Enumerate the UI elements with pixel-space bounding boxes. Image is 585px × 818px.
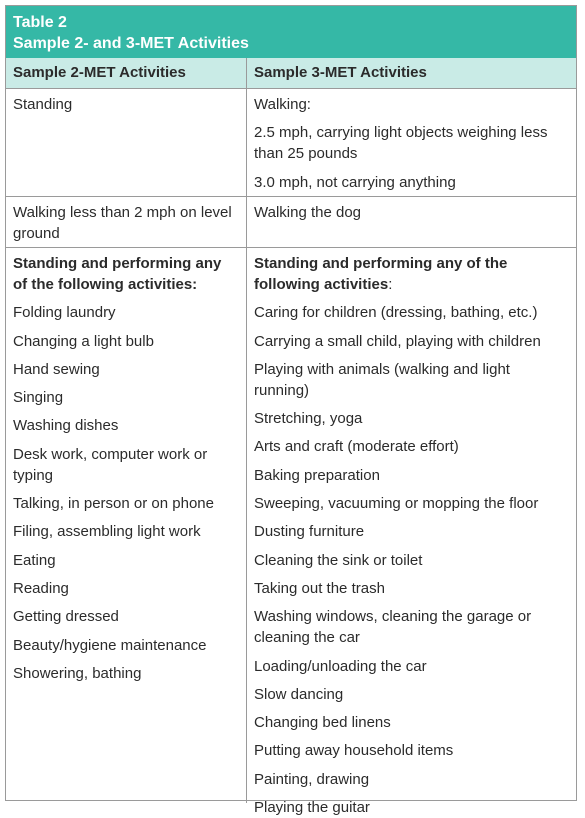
row1-right-cell (247, 89, 576, 196)
list-item: Showering, bathing (13, 664, 142, 682)
list-item: Getting dressed (13, 608, 119, 626)
list-item: Arts and craft (moderate effort) (254, 438, 459, 456)
header-2-met: Sample 2-MET Activities (6, 58, 247, 88)
list-item: Standing (13, 96, 73, 113)
list-item: Cleaning the sink or toilet (254, 551, 423, 569)
list-item: Playing with animals (walking and light running) (254, 360, 510, 399)
list-item: Walking less than 2 mph on level ground (13, 204, 232, 242)
right-group-heading-text: Standing and performing any of the following activities (254, 255, 508, 293)
list-item: Walking: (254, 96, 311, 113)
list-item: Folding laundry (13, 304, 116, 322)
row2-right-cell (247, 197, 576, 247)
list-item: Desk work, computer work or typing (13, 445, 208, 484)
list-item: Reading (13, 579, 69, 597)
list-item: 2.5 mph, carrying light objects weighing less than 25 pounds (254, 124, 548, 163)
table-title-block (6, 6, 576, 58)
header-3-met: Sample 3-MET Activities (254, 64, 427, 81)
row3-left-cell (6, 248, 247, 803)
table-row (6, 197, 576, 248)
list-item: Playing the guitar (254, 799, 370, 817)
list-item: Putting away household items (254, 742, 454, 760)
met-activities-table (5, 5, 577, 817)
list-item: Taking out the trash (254, 579, 385, 597)
table-row (6, 89, 576, 197)
table-row (6, 248, 576, 817)
right-group-heading (254, 253, 569, 295)
list-item: Caring for children (dressing, bathing, etc.) (254, 304, 538, 322)
list-item: Hand sewing (13, 360, 100, 378)
list-item: Stretching, yoga (254, 410, 363, 428)
right-group-heading-colon: : (388, 276, 393, 293)
left-group-heading: Standing and performing any of the following activities: (13, 255, 222, 293)
list-item: Eating (13, 551, 56, 569)
list-item: Singing (13, 389, 64, 407)
row3-right-cell (247, 248, 576, 817)
list-item: Carrying a small child, playing with children (254, 332, 541, 350)
list-item: Loading/unloading the car (254, 657, 427, 675)
list-item: Washing dishes (13, 417, 119, 435)
list-item: Changing bed linens (254, 714, 391, 732)
list-item: Beauty/hygiene maintenance (13, 636, 207, 654)
list-item: Dusting furniture (254, 523, 365, 541)
list-item: Sweeping, vacuuming or mopping the floor (254, 495, 539, 513)
list-item: Washing windows, cleaning the garage or cleaning the car (254, 608, 532, 647)
table-title: Sample 2- and 3-MET Activities (13, 35, 249, 52)
list-item: Baking preparation (254, 466, 380, 484)
list-item: Painting, drawing (254, 770, 370, 788)
row1-left-cell (6, 89, 247, 196)
list-item: Changing a light bulb (13, 332, 154, 350)
table-header-row (6, 58, 576, 89)
table-label: Table 2 (13, 14, 67, 31)
list-item: 3.0 mph, not carrying anything (254, 173, 456, 191)
list-item: Talking, in person or on phone (13, 495, 214, 513)
list-item: Walking the dog (254, 204, 362, 221)
row2-left-cell (6, 197, 247, 247)
list-item: Filing, assembling light work (13, 523, 201, 541)
list-item: Slow dancing (254, 685, 344, 703)
